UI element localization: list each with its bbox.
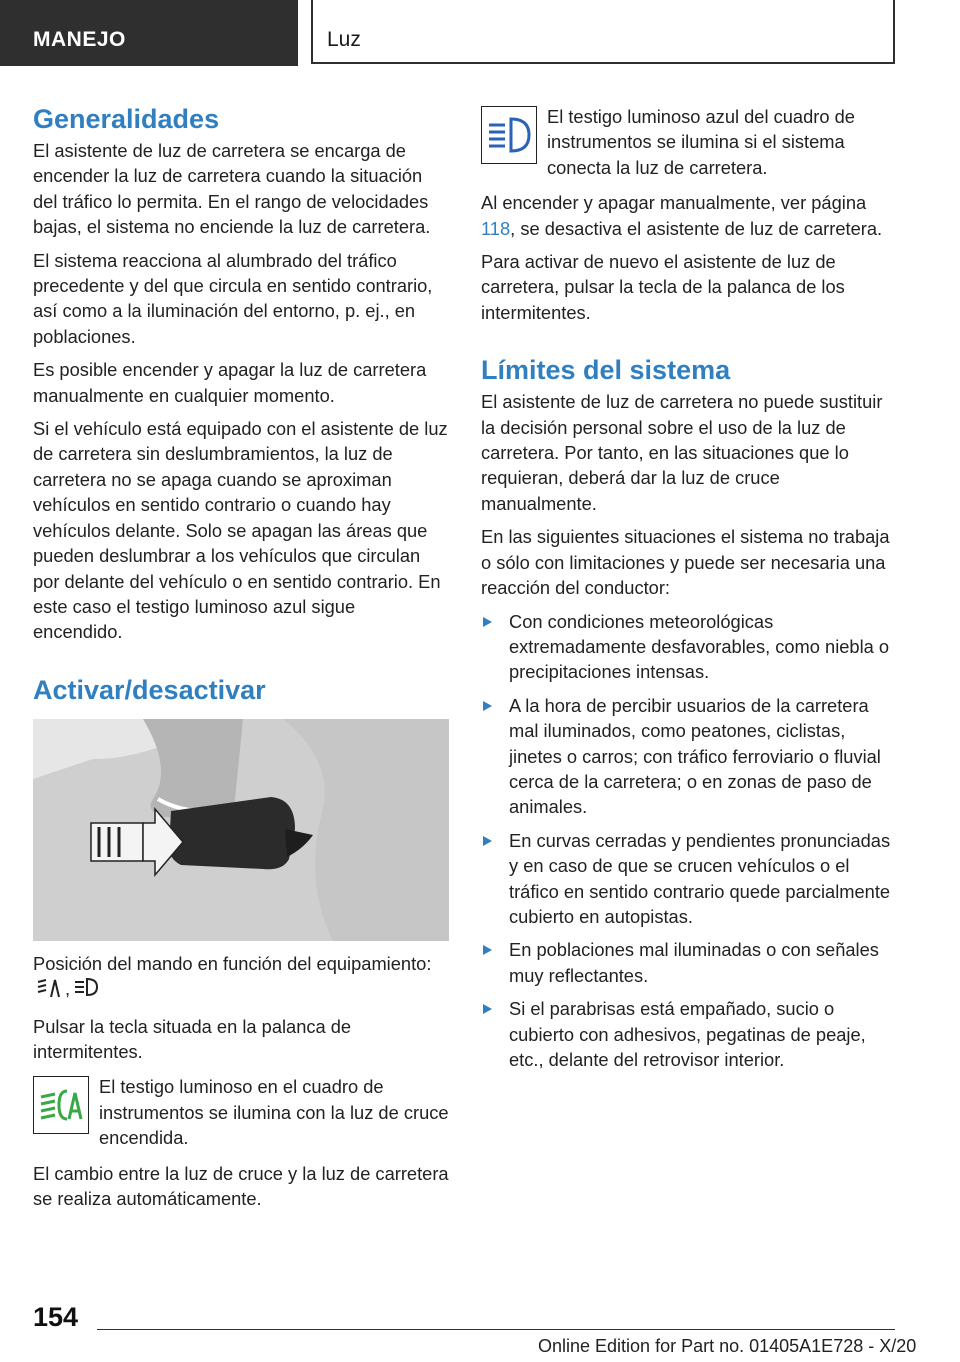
list-item: En curvas cerradas y pendientes pronunciadas y en caso de que se crucen vehículos o el tráfico en sentido contrario quede parcialmente cubierto en autopistas. — [481, 828, 897, 930]
list-item: En poblaciones mal iluminadas o con señales muy reflectantes. — [481, 937, 897, 988]
paragraph: El asistente de luz de carretera no puede sustituir la decisión personal sobre el uso de la luz de carretera. Por tanto, en las situaciones que lo requieran, deberá dar la luz de cruce manualmente. — [481, 391, 883, 514]
page-number: 154 — [33, 1302, 79, 1332]
turn-signal-lever-photo — [33, 719, 449, 941]
auto-high-beam-icon — [37, 977, 61, 1005]
edition-note: Online Edition for Part no. 01405A1E728 - X/20 — [538, 1336, 917, 1356]
paragraph: En las siguientes situaciones el sistema no trabaja o sólo con limitaciones y puede ser necesaria una reacción del conductor: — [481, 526, 890, 599]
list-item: A la hora de percibir usuarios de la carretera mal iluminados, como peatones, ciclistas, jinetes o carros; con tráfico ferroviario o fluvial cerca de la carretera; o en zonas de paso de animales. — [481, 693, 897, 820]
high-beam-indicator-icon — [481, 106, 537, 164]
note-text: El testigo luminoso en el cuadro de instrumentos se ilumina con la luz de cruce encendida. — [99, 1076, 449, 1149]
paragraph: Es posible encender y apagar la luz de carretera manualmente en cualquier momento. — [33, 359, 427, 406]
low-beam-indicator-icon — [33, 1076, 89, 1134]
paragraph: Para activar de nuevo el asistente de luz de carretera, pulsar la tecla de la palanca de los intermitentes. — [481, 251, 845, 323]
section-tab — [0, 0, 298, 66]
page-link[interactable]: 118 — [481, 217, 511, 239]
paragraph: El cambio entre la luz de cruce y la luz de carretera se realiza automáticamente. — [33, 1162, 449, 1209]
left-column — [33, 100, 449, 1219]
list-item: Con condiciones meteorológicas extremadamente desfavorables, como niebla o precipitaciones intensas. — [481, 609, 897, 685]
footer-divider — [97, 1329, 895, 1330]
section-label: MANEJO — [33, 28, 126, 51]
chapter-box — [311, 0, 895, 64]
high-beam-assist-icon — [74, 977, 98, 1005]
paragraph: Pulsar la tecla situada en la palanca de intermitentes. — [33, 1015, 352, 1062]
paragraph: Si el vehículo está equipado con el asistente de luz de carretera sin deslumbramientos, la luz de carretera no se apaga cuando se aproximan vehículos en sentido contrario o cuando hay vehículos delante. Solo se apagan las áreas que pueden deslumbrar a los vehículos que circulan por delante del vehículo o en sentido contrario. En este caso el testigo luminoso azul sigue encendido. — [33, 418, 448, 643]
list-item: Si el parabrisas está empañado, sucio o cubierto con adhesivos, pegatinas de peaje, etc., delante del retrovisor interior. — [481, 996, 897, 1072]
right-column — [481, 104, 897, 1080]
limitations-list — [481, 609, 897, 1073]
heading-activar-desactivar: Activar/desactivar — [33, 674, 266, 705]
chapter-label: Luz — [327, 28, 361, 51]
heading-limites-del-sistema: Límites del sistema — [481, 355, 731, 386]
note-text: El testigo luminoso azul del cuadro de instrumentos se ilumina si el sistema conecta la luz de carretera. — [547, 106, 855, 178]
paragraph: El asistente de luz de carretera se encarga de encender la luz de carretera cuando la situación del tráfico lo permita. En el rango de velocidades bajas, el sistema no enciende la luz de carretera. — [33, 140, 431, 238]
low-beam-indicator-note — [33, 1074, 449, 1150]
page-header — [0, 0, 960, 66]
high-beam-indicator-note — [481, 104, 897, 180]
paragraph: El sistema reacciona al alumbrado del tráfico precedente y del que circula en sentido contrario, así como a la iluminación del entorno, p. ej., en poblaciones. — [33, 249, 433, 347]
heading-generalidades: Generalidades — [33, 104, 220, 134]
paragraph: Al encender y apagar manualmente, ver página 118, se desactiva el asistente de luz de carretera. — [481, 192, 883, 239]
figure-caption: Posición del mando en función del equipamiento:, — [33, 951, 449, 1006]
